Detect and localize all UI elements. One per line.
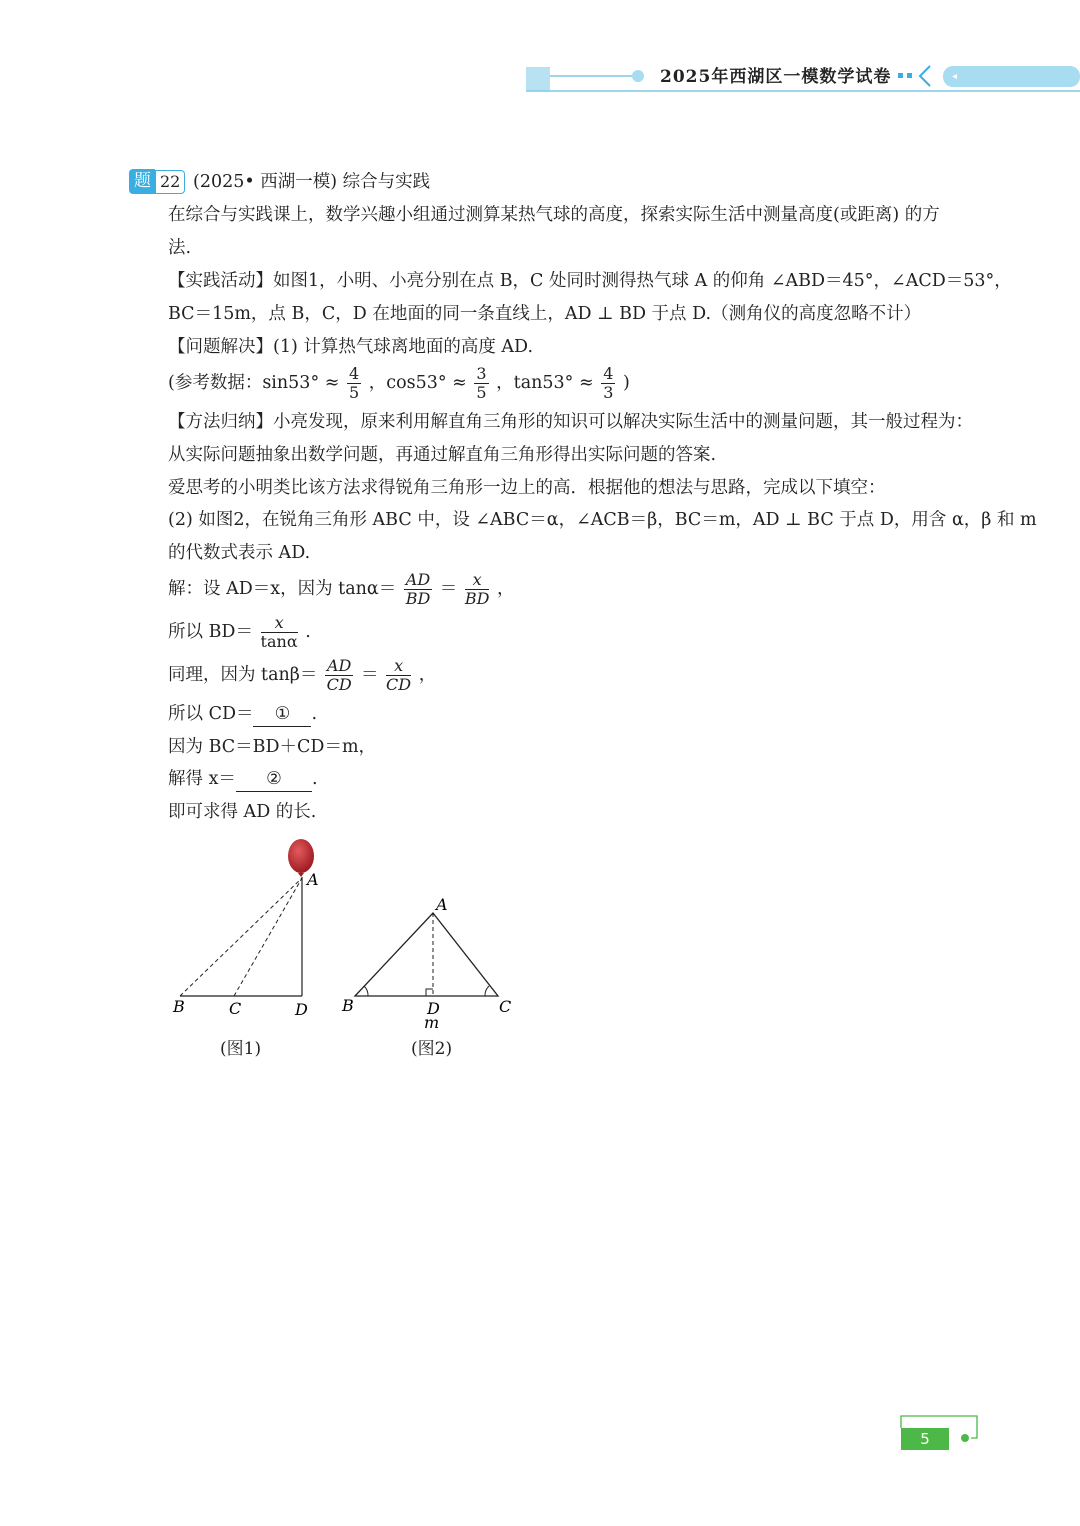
sol-2-den: tanα	[260, 632, 298, 651]
ref-cos-num: 3	[476, 364, 487, 383]
ref-suffix: )	[623, 373, 630, 393]
intro-line-2: 法.	[168, 238, 192, 258]
fig1-label-A: A	[307, 870, 319, 889]
part2-line-2: 的代数式表示 AD.	[168, 543, 311, 563]
sol-1-prefix: 解：设 AD＝x，因为 tanα＝	[168, 579, 397, 599]
ref-cos-fraction	[474, 365, 488, 402]
page-header	[0, 0, 1080, 100]
page-number: 5	[901, 1428, 949, 1450]
sol-1-f1-den: BD	[405, 589, 431, 608]
sol-1-eq: ＝	[439, 579, 458, 599]
sol-3-f1-den: CD	[326, 675, 352, 694]
ref-sin-fraction	[347, 365, 361, 402]
sol-2-fraction	[261, 614, 298, 651]
sol-1-fraction-1	[404, 571, 432, 608]
fig2-triangle-ABC	[355, 913, 498, 996]
sol-3-f2-num: x	[386, 657, 411, 676]
balloon-icon	[288, 839, 314, 873]
sol-1-f1-num: AD	[405, 570, 431, 589]
sol-1-f2-num: x	[465, 571, 490, 590]
solution-line-7: 即可求得 AD 的长.	[168, 802, 317, 822]
method-line-2: 从实际问题抽象出数学问题，再通过解直角三角形得出实际问题的答案.	[168, 445, 717, 465]
solution-line-5: 因为 BC＝BD＋CD＝m，	[168, 737, 377, 757]
intro-line-1: 在综合与实践课上，数学兴趣小组通过测算某热气球的高度，探索实际生活中测量高度(或距离) 的方	[168, 205, 940, 225]
ref-sin-den: 5	[349, 383, 360, 402]
solution-line-4	[168, 702, 317, 727]
sol-6-prefix: 解得 x＝	[168, 769, 236, 789]
fig1-label-C: C	[229, 999, 242, 1018]
fig2-label-m: m	[424, 1013, 440, 1032]
sol-2-prefix: 所以 BD＝	[168, 622, 253, 642]
ref-tan-fraction	[601, 365, 615, 402]
sol-4-suffix: .	[311, 704, 318, 724]
problem-line-1: 【问题解决】(1) 计算热气球离地面的高度 AD.	[168, 337, 534, 357]
header-decoration	[0, 0, 1080, 100]
sol-6-suffix: .	[311, 769, 318, 789]
fig1-label-B: B	[173, 997, 185, 1016]
solution-line-3	[168, 655, 436, 695]
angle-beta-arc-icon	[485, 986, 489, 996]
ref-tan-label: ，tan53° ≈	[496, 373, 594, 393]
method-line-1: 【方法归纳】小亮发现，原来利用解直角三角形的知识可以解决实际生活中的测量问题，其一般过程为：	[168, 412, 973, 432]
ref-cos-label: ，cos53° ≈	[368, 373, 467, 393]
fig2-label-B: B	[342, 996, 354, 1015]
sol-2-suffix: .	[305, 622, 311, 642]
sol-2-num: x	[261, 614, 298, 633]
solution-line-1	[168, 569, 515, 609]
activity-line-2: BC＝15m，点 B，C，D 在地面的同一条直线上，AD ⊥ BD 于点 D.（测角仪的高度忽略不计）	[168, 304, 922, 324]
fig2-label-C: C	[499, 997, 512, 1016]
fig2-label-A: A	[436, 895, 448, 914]
question-number: 22	[155, 170, 185, 194]
figure-2-diagram	[335, 890, 525, 1040]
sol-3-prefix: 同理，因为 tanβ＝	[168, 665, 318, 685]
part2-line-1: (2) 如图2，在锐角三角形 ABC 中，设 ∠ABC＝α，∠ACB＝β，BC＝m，AD ⊥ BC 于点 D，用含 α，β 和 m	[168, 510, 1037, 530]
sol-3-fraction-2	[386, 657, 411, 694]
figure-1-diagram	[160, 830, 330, 1030]
method-line-3: 爱思考的小明类比该方法求得锐角三角形一边上的高．根据他的想法与思路，完成以下填空：	[168, 478, 886, 498]
answer-blank-2[interactable]: ②	[236, 767, 312, 792]
fig2-label-D: D	[427, 999, 440, 1018]
sol-1-f2-den: BD	[464, 589, 490, 608]
sol-3-fraction-1	[325, 657, 353, 694]
sol-4-prefix: 所以 CD＝	[168, 704, 254, 724]
answer-blank-1[interactable]: ①	[253, 702, 311, 727]
sol-3-eq: ＝	[360, 665, 379, 685]
sol-3-suffix: ，	[418, 665, 437, 685]
ref-prefix: (参考数据：sin53° ≈	[168, 373, 340, 393]
ref-sin-num: 4	[349, 364, 360, 383]
sol-3-f2-den: CD	[386, 675, 412, 694]
right-angle-icon	[426, 989, 433, 996]
angle-alpha-arc-icon	[364, 986, 368, 996]
sol-3-f1-num: AD	[327, 656, 352, 675]
ref-tan-num: 4	[603, 364, 614, 383]
activity-line-1: 【实践活动】如图1，小明、小亮分别在点 B，C 处同时测得热气球 A 的仰角 ∠ABD＝45°，∠ACD＝53°，	[168, 271, 1012, 291]
figure-2-caption: (图2)	[411, 1039, 453, 1059]
question-source: (2025• 西湖一模) 综合与实践	[193, 172, 431, 192]
ref-tan-den: 3	[603, 383, 614, 402]
solution-line-6	[168, 767, 318, 792]
header-title: 2025年西湖区一模数学试卷	[660, 67, 892, 87]
solution-line-2	[168, 612, 311, 652]
fig1-segment-AC	[234, 878, 302, 996]
fig1-segment-AB	[180, 878, 302, 996]
figure-1-caption: (图1)	[220, 1039, 262, 1059]
ref-cos-den: 5	[476, 383, 487, 402]
sol-1-suffix: ，	[497, 579, 515, 599]
reference-data	[168, 364, 630, 402]
fig1-label-D: D	[295, 1000, 308, 1019]
question-badge	[129, 169, 185, 194]
question-tag: 题	[129, 169, 155, 194]
sol-1-fraction-2	[465, 571, 490, 608]
